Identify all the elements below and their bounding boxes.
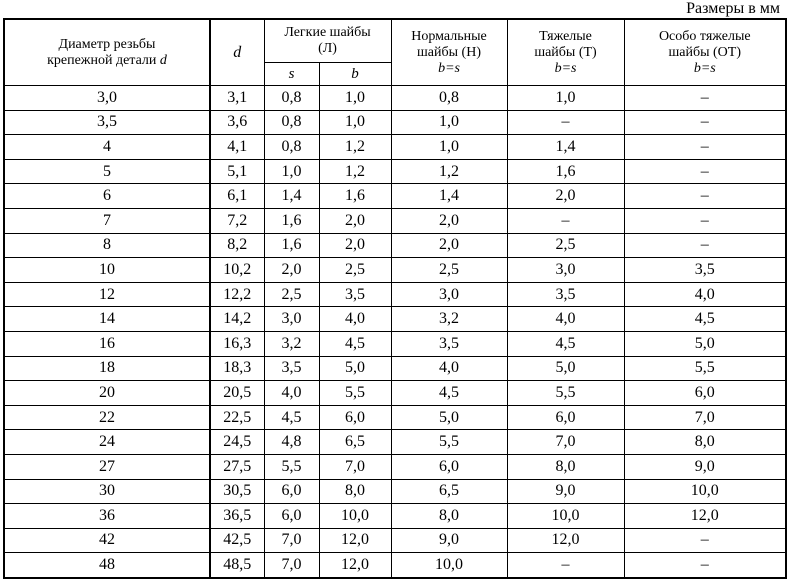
cell-d: 27,5: [210, 454, 264, 479]
cell-light-b: 1,2: [319, 135, 391, 160]
cell-extra-heavy: –: [624, 233, 786, 258]
cell-d: 24,5: [210, 430, 264, 455]
table-row: [4, 553, 786, 578]
cell-d: 20,5: [210, 381, 264, 406]
cell-d: 48,5: [210, 553, 264, 578]
cell-thread-diameter: 3,5: [4, 110, 210, 135]
cell-light-b: 3,5: [319, 282, 391, 307]
table-row: [4, 307, 786, 332]
cell-d: 5,1: [210, 159, 264, 184]
cell-normal: 6,0: [391, 454, 507, 479]
cell-normal: 0,8: [391, 86, 507, 111]
cell-extra-heavy: –: [624, 159, 786, 184]
cell-normal: 8,0: [391, 504, 507, 529]
table-row: [4, 135, 786, 160]
cell-extra-heavy: 9,0: [624, 454, 786, 479]
cell-heavy: 9,0: [507, 479, 624, 504]
cell-heavy: 6,0: [507, 405, 624, 430]
cell-d: 8,2: [210, 233, 264, 258]
cell-heavy: –: [507, 208, 624, 233]
header-thread-line2: крепежной детали: [47, 52, 160, 68]
cell-thread-diameter: 36: [4, 504, 210, 529]
cell-extra-heavy: 3,5: [624, 258, 786, 283]
header-normal-line2: шайбы (Н): [417, 44, 481, 60]
cell-d: 14,2: [210, 307, 264, 332]
table-row: [4, 282, 786, 307]
cell-light-b: 12,0: [319, 528, 391, 553]
header-heavy-eq: b=s: [554, 60, 577, 76]
cell-light-s: 3,2: [264, 331, 319, 356]
cell-heavy: 3,5: [507, 282, 624, 307]
header-heavy-line1: Тяжелые: [539, 28, 592, 44]
table-row: [4, 159, 786, 184]
cell-thread-diameter: 8: [4, 233, 210, 258]
header-thread-line1: Диаметр резьбы: [58, 36, 156, 52]
cell-thread-diameter: 27: [4, 454, 210, 479]
header-light-line1: Легкие шайбы: [284, 25, 371, 40]
table-row: [4, 504, 786, 529]
cell-thread-diameter: 5: [4, 159, 210, 184]
cell-light-s: 2,0: [264, 258, 319, 283]
header-thread-diameter: [4, 19, 210, 86]
header-extra-line2: шайбы (ОТ): [668, 44, 742, 60]
cell-normal: 4,5: [391, 381, 507, 406]
cell-heavy: 7,0: [507, 430, 624, 455]
cell-normal: 2,5: [391, 258, 507, 283]
table-row: [4, 233, 786, 258]
cell-light-s: 4,0: [264, 381, 319, 406]
cell-heavy: 3,0: [507, 258, 624, 283]
cell-heavy: 5,0: [507, 356, 624, 381]
table-row: [4, 454, 786, 479]
cell-extra-heavy: –: [624, 110, 786, 135]
units-caption: Размеры в мм: [686, 0, 780, 17]
cell-normal: 5,5: [391, 430, 507, 455]
cell-light-b: 2,0: [319, 233, 391, 258]
cell-light-b: 2,0: [319, 208, 391, 233]
cell-normal: 3,5: [391, 331, 507, 356]
cell-heavy: 1,0: [507, 86, 624, 111]
cell-light-b: 4,5: [319, 331, 391, 356]
header-extra-line1: Особо тяжелые: [658, 28, 751, 44]
cell-heavy: 12,0: [507, 528, 624, 553]
cell-thread-diameter: 42: [4, 528, 210, 553]
cell-extra-heavy: 10,0: [624, 479, 786, 504]
table-row: [4, 208, 786, 233]
cell-extra-heavy: 4,5: [624, 307, 786, 332]
cell-light-b: 5,5: [319, 381, 391, 406]
cell-normal: 1,0: [391, 135, 507, 160]
cell-extra-heavy: –: [624, 553, 786, 578]
cell-light-s: 6,0: [264, 479, 319, 504]
table-row: [4, 405, 786, 430]
table-row: [4, 430, 786, 455]
cell-heavy: 5,5: [507, 381, 624, 406]
cell-d: 22,5: [210, 405, 264, 430]
cell-thread-diameter: 12: [4, 282, 210, 307]
cell-thread-diameter: 14: [4, 307, 210, 332]
header-extra-heavy-washers: [624, 19, 786, 86]
cell-light-b: 6,0: [319, 405, 391, 430]
cell-d: 12,2: [210, 282, 264, 307]
cell-thread-diameter: 22: [4, 405, 210, 430]
cell-light-s: 4,8: [264, 430, 319, 455]
cell-heavy: 1,4: [507, 135, 624, 160]
cell-heavy: –: [507, 553, 624, 578]
cell-d: 10,2: [210, 258, 264, 283]
table-row: [4, 479, 786, 504]
cell-thread-diameter: 3,0: [4, 86, 210, 111]
cell-extra-heavy: 5,0: [624, 331, 786, 356]
cell-light-s: 7,0: [264, 528, 319, 553]
washer-dimensions-table: [3, 18, 787, 579]
header-light-washers: [264, 19, 391, 63]
cell-light-b: 1,0: [319, 86, 391, 111]
cell-extra-heavy: 12,0: [624, 504, 786, 529]
cell-normal: 1,4: [391, 184, 507, 209]
cell-light-s: 0,8: [264, 110, 319, 135]
cell-light-b: 5,0: [319, 356, 391, 381]
cell-light-s: 2,5: [264, 282, 319, 307]
cell-extra-heavy: –: [624, 135, 786, 160]
cell-light-s: 5,5: [264, 454, 319, 479]
header-light-b: b: [319, 63, 391, 86]
cell-light-s: 7,0: [264, 553, 319, 578]
cell-heavy: 2,5: [507, 233, 624, 258]
header-d: d: [210, 19, 264, 86]
cell-light-b: 1,0: [319, 110, 391, 135]
cell-normal: 10,0: [391, 553, 507, 578]
cell-thread-diameter: 7: [4, 208, 210, 233]
table-row: [4, 381, 786, 406]
header-normal-eq: b=s: [438, 60, 460, 76]
cell-heavy: 8,0: [507, 454, 624, 479]
cell-normal: 6,5: [391, 479, 507, 504]
cell-light-s: 1,6: [264, 233, 319, 258]
table-row: [4, 110, 786, 135]
header-light-s: s: [264, 63, 319, 86]
cell-normal: 3,0: [391, 282, 507, 307]
cell-light-b: 12,0: [319, 553, 391, 578]
cell-normal: 5,0: [391, 405, 507, 430]
cell-light-s: 0,8: [264, 86, 319, 111]
cell-extra-heavy: 5,5: [624, 356, 786, 381]
cell-light-b: 1,2: [319, 159, 391, 184]
cell-heavy: –: [507, 110, 624, 135]
table-row: [4, 528, 786, 553]
cell-light-b: 7,0: [319, 454, 391, 479]
cell-d: 7,2: [210, 208, 264, 233]
cell-thread-diameter: 24: [4, 430, 210, 455]
cell-heavy: 1,6: [507, 159, 624, 184]
table-row: [4, 258, 786, 283]
cell-heavy: 10,0: [507, 504, 624, 529]
cell-light-s: 4,5: [264, 405, 319, 430]
cell-extra-heavy: –: [624, 528, 786, 553]
cell-thread-diameter: 6: [4, 184, 210, 209]
table-row: [4, 184, 786, 209]
cell-normal: 3,2: [391, 307, 507, 332]
cell-thread-diameter: 18: [4, 356, 210, 381]
cell-extra-heavy: 6,0: [624, 381, 786, 406]
cell-light-s: 3,5: [264, 356, 319, 381]
cell-light-s: 1,6: [264, 208, 319, 233]
cell-heavy: 4,5: [507, 331, 624, 356]
cell-d: 30,5: [210, 479, 264, 504]
cell-normal: 9,0: [391, 528, 507, 553]
cell-thread-diameter: 16: [4, 331, 210, 356]
cell-extra-heavy: 8,0: [624, 430, 786, 455]
cell-normal: 4,0: [391, 356, 507, 381]
header-heavy-washers: [507, 19, 624, 86]
table-row: [4, 356, 786, 381]
cell-heavy: 4,0: [507, 307, 624, 332]
cell-extra-heavy: –: [624, 86, 786, 111]
cell-extra-heavy: 4,0: [624, 282, 786, 307]
header-heavy-line2: шайбы (Т): [534, 44, 597, 60]
cell-d: 16,3: [210, 331, 264, 356]
table-row: [4, 331, 786, 356]
cell-light-b: 8,0: [319, 479, 391, 504]
cell-light-s: 1,4: [264, 184, 319, 209]
cell-light-b: 6,5: [319, 430, 391, 455]
cell-d: 42,5: [210, 528, 264, 553]
header-extra-eq: b=s: [693, 60, 716, 76]
cell-light-b: 10,0: [319, 504, 391, 529]
cell-thread-diameter: 4: [4, 135, 210, 160]
cell-d: 18,3: [210, 356, 264, 381]
cell-thread-diameter: 48: [4, 553, 210, 578]
cell-heavy: 2,0: [507, 184, 624, 209]
cell-normal: 2,0: [391, 233, 507, 258]
cell-d: 36,5: [210, 504, 264, 529]
cell-thread-diameter: 30: [4, 479, 210, 504]
cell-d: 4,1: [210, 135, 264, 160]
header-light-line2: (Л): [318, 41, 337, 56]
cell-normal: 1,0: [391, 110, 507, 135]
cell-light-s: 0,8: [264, 135, 319, 160]
cell-light-b: 1,6: [319, 184, 391, 209]
cell-extra-heavy: –: [624, 184, 786, 209]
cell-d: 3,1: [210, 86, 264, 111]
cell-normal: 1,2: [391, 159, 507, 184]
cell-light-b: 2,5: [319, 258, 391, 283]
cell-d: 3,6: [210, 110, 264, 135]
cell-thread-diameter: 20: [4, 381, 210, 406]
cell-light-s: 1,0: [264, 159, 319, 184]
cell-light-s: 6,0: [264, 504, 319, 529]
cell-d: 6,1: [210, 184, 264, 209]
cell-light-s: 3,0: [264, 307, 319, 332]
header-normal-line1: Нормальные: [411, 28, 487, 44]
cell-extra-heavy: 7,0: [624, 405, 786, 430]
cell-light-b: 4,0: [319, 307, 391, 332]
cell-normal: 2,0: [391, 208, 507, 233]
cell-thread-diameter: 10: [4, 258, 210, 283]
header-thread-var: d: [159, 52, 167, 68]
table-row: [4, 86, 786, 111]
cell-extra-heavy: –: [624, 208, 786, 233]
header-normal-washers: [391, 19, 507, 86]
